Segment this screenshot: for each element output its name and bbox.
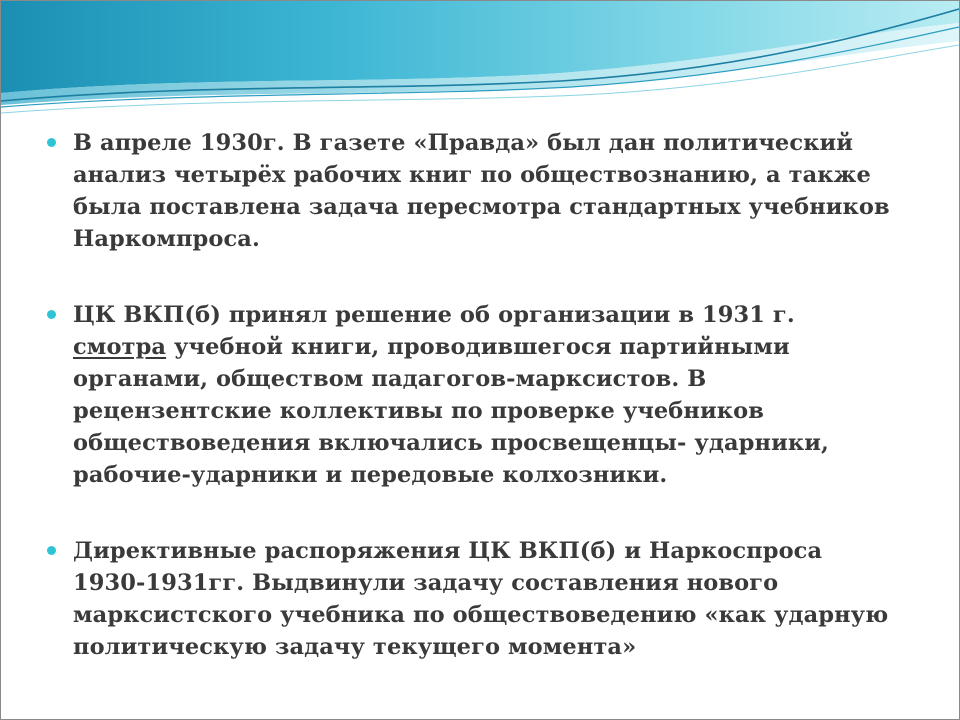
underlined-word: смотра bbox=[73, 334, 167, 360]
bullet-item bbox=[45, 127, 895, 255]
bullet-dot-icon bbox=[47, 138, 56, 147]
bullet-text-start: ЦК ВКП(б) принял решение об организации в 1931 г. bbox=[73, 302, 795, 328]
bullet-text-end: учебной книги, проводившегося партийными органами, обществом падагогов-марксистов. В рецензентские коллективы по проверке учебников обществоведения включались просвещенцы- ударники, рабочие-ударники и передовые колхозники. bbox=[73, 334, 829, 488]
bullet-dot-icon bbox=[47, 310, 56, 319]
bullet-dot-icon bbox=[47, 546, 56, 555]
wave-header-decoration bbox=[1, 1, 959, 121]
bullet-item bbox=[45, 299, 895, 491]
bullet-list bbox=[45, 127, 895, 663]
bullet-text: В апреле 1930г. В газете «Правда» был дан политический анализ четырёх рабочих книг по обществознанию, а также была поставлена задача пересмотра стандартных учебников Наркомпроса. bbox=[73, 130, 890, 252]
bullet-text: Директивные распоряжения ЦК ВКП(б) и Наркоспроса 1930-1931гг. Выдвинули задачу составления нового марксистского учебника по обществоведению «как ударную политическую задачу текущего момента» bbox=[73, 538, 889, 660]
bullet-item bbox=[45, 535, 895, 663]
